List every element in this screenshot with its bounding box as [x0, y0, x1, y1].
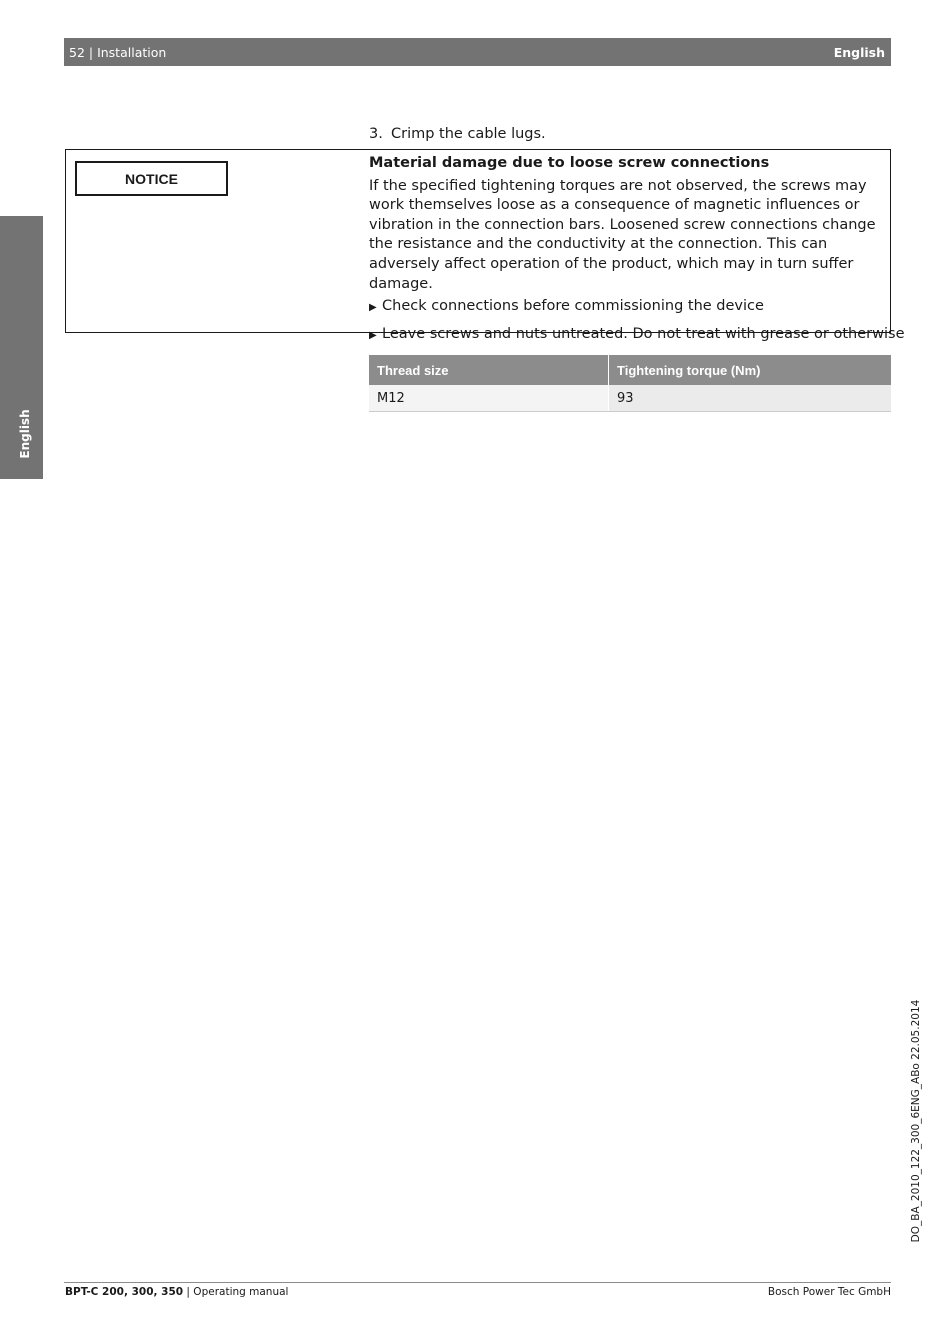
- notice-bullet: [369, 325, 905, 346]
- notice-label: NOTICE: [75, 161, 228, 196]
- notice-bullet: [369, 297, 884, 318]
- column-header-torque: Tightening torque (Nm): [609, 355, 892, 385]
- notice-title: Material damage due to loose screw connections: [369, 155, 770, 171]
- torque-table: [369, 355, 891, 412]
- cell-torque: 93: [609, 385, 892, 412]
- step-item: [369, 126, 546, 142]
- notice-content: [369, 154, 905, 345]
- footer-manual: | Operating manual: [183, 1286, 289, 1298]
- table-row: [369, 385, 891, 412]
- bullet-triangle-icon: ▶: [369, 329, 377, 341]
- footer-divider: [64, 1282, 891, 1283]
- document-id: DO_BA_2010_122_300_6ENG_ABo 22.05.2014: [910, 999, 922, 1243]
- step-text: Crimp the cable lugs.: [391, 126, 546, 142]
- footer-company: Bosch Power Tec GmbH: [767, 1286, 891, 1298]
- side-tab-label: English: [18, 409, 32, 459]
- bullet-text: Check connections before commissioning the device: [382, 298, 764, 315]
- table-header-row: [369, 355, 891, 385]
- step-number: 3.: [369, 126, 383, 142]
- column-header-thread-size: Thread size: [369, 355, 609, 385]
- header-language: English: [833, 44, 885, 60]
- cell-thread-size: M12: [369, 385, 609, 412]
- footer-left: [65, 1286, 288, 1298]
- page-number-section: 52 | Installation: [69, 44, 167, 60]
- footer-model: BPT-C 200, 300, 350: [65, 1286, 184, 1298]
- page-header: [64, 38, 891, 66]
- bullet-text: Leave screws and nuts untreated. Do not treat with grease or otherwise: [382, 325, 905, 342]
- bullet-triangle-icon: ▶: [369, 302, 377, 314]
- notice-body: If the specified tightening torques are not observed, the screws may work themselves loose as a consequence of magnetic influences or vibration in the connection bars. Loosened screw connections change the resistance and the conductivity at the connection. This can adversely affect operation of the product, which may in turn suffer damage.: [369, 177, 876, 292]
